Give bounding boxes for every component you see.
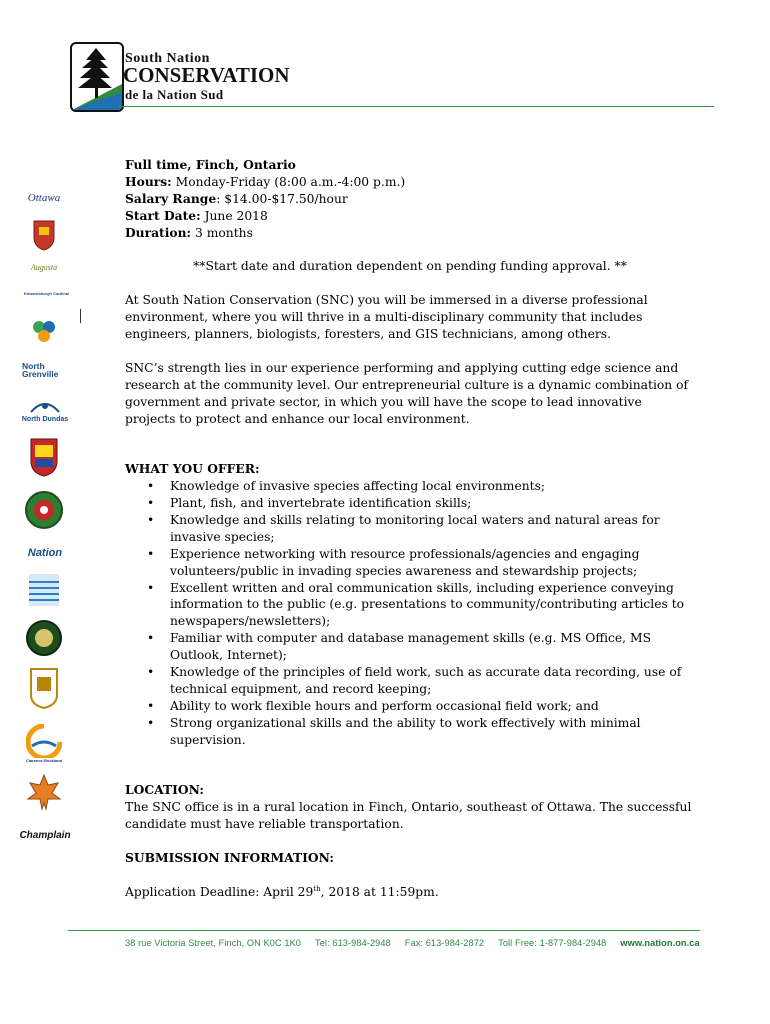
tree-logo-icon — [70, 42, 124, 112]
partner-framed-crest-icon — [22, 666, 66, 710]
partner-seal-icon — [22, 488, 66, 532]
partner-crest-icon — [22, 218, 66, 252]
intro-paragraph: At South Nation Conservation (SNC) you will be immersed in a diverse professional environment, where you will thrive in a multi-disciplinary community that includes engineers, planners, biologists, foresters, and GIS technicians, among others. — [125, 293, 648, 342]
logo-line-2: CONSERVATION — [123, 63, 290, 87]
footer-website-link[interactable]: www.nation.on.ca — [620, 938, 700, 948]
list-item: • Knowledge of the principles of field work, such as accurate data recording, use of technical equipment, and record keeping; — [125, 664, 695, 698]
list-item: • Experience networking with resource professionals/agencies and engaging volunteers/public in invading species awareness and stewardship projects; — [125, 546, 695, 580]
location-text: The SNC office is in a rural location in Finch, Ontario, southeast of Ottawa. The successful candidate must have reliable transportation. — [125, 800, 692, 832]
list-item: • Familiar with computer and database management skills (e.g. MS Office, MS Outlook, Internet); — [125, 630, 695, 664]
partner-logo-augusta: Augusta — [30, 262, 58, 272]
footer-tollfree: Toll Free: 1-877-984-2948 — [498, 938, 607, 948]
offer-heading: WHAT YOU OFFER: — [125, 461, 260, 477]
duration-value: 3 months — [191, 225, 253, 240]
header-divider — [118, 106, 714, 107]
partner-logo-nation: Nation — [27, 547, 63, 559]
deadline-suffix: , 2018 at 11:59pm. — [320, 884, 439, 899]
footer-address: 38 rue Victoria Street, Finch, ON K0C 1K0 — [125, 938, 302, 948]
start-date-label: Start Date: — [125, 207, 201, 223]
list-item: • Knowledge and skills relating to monitoring local waters and natural areas for invasive species; — [125, 512, 695, 546]
deadline-sup: th — [313, 884, 321, 893]
partner-logo-champlain: Champlain — [19, 829, 71, 841]
salary-value: : $14.00-$17.50/hour — [216, 191, 348, 206]
job-posting-body — [125, 157, 695, 901]
hours-label: Hours: — [125, 173, 172, 189]
clarence-rockland-icon — [26, 724, 62, 758]
partner-logo-north-dundas: North Dundas — [20, 392, 70, 426]
duration-line — [125, 225, 695, 242]
list-item: • Strong organizational skills and the ability to work effectively with minimal supervision. — [125, 715, 695, 749]
partner-logo-north-grenville: North Grenville — [22, 361, 59, 379]
partner-leaf-icon — [22, 314, 66, 346]
offer-list — [125, 478, 695, 749]
list-item: • Excellent written and oral communication skills, including experience conveying information to the public (e.g. presentations to community/contributing articles to newspapers/newsletters); — [125, 580, 695, 631]
footer-divider — [68, 930, 700, 931]
partner-shield-icon — [22, 436, 66, 478]
partner-logo-ottawa: Ottawa — [27, 192, 61, 204]
snc-logo — [70, 42, 290, 112]
list-item: • Plant, fish, and invertebrate identification skills; — [125, 495, 695, 512]
logo-line-3: de la Nation Sud — [125, 87, 224, 102]
hours-line — [125, 174, 695, 191]
north-dundas-icon — [27, 396, 63, 416]
logo-line-1: South Nation — [125, 51, 210, 66]
salary-line — [125, 191, 695, 208]
list-item: • Ability to work flexible hours and perform occasional field work; and — [125, 698, 695, 715]
list-item: • Knowledge of invasive species affecting local environments; — [125, 478, 695, 495]
footer-fax: Fax: 613-984-2872 — [404, 938, 485, 948]
partner-maple-leaf-icon — [22, 772, 66, 814]
partner-round-seal-icon — [22, 618, 66, 658]
start-date-value: June 2018 — [200, 208, 268, 223]
location-heading: LOCATION: — [125, 782, 204, 798]
salary-label: Salary Range — [125, 190, 217, 206]
duration-label: Duration: — [125, 224, 192, 240]
deadline-prefix: Application Deadline: April 29 — [125, 884, 314, 899]
partner-logo-clarence-rockland: Clarence-Rockland — [22, 720, 66, 766]
margin-mark — [80, 309, 81, 323]
start-date-line — [125, 208, 695, 225]
hours-value: Monday-Friday (8:00 a.m.-4:00 p.m.) — [171, 174, 406, 189]
submission-heading: SUBMISSION INFORMATION: — [125, 850, 334, 866]
footer-contact — [125, 938, 700, 948]
footer-tel: Tel: 613-984-2948 — [315, 938, 391, 948]
partner-fields-icon — [22, 573, 66, 607]
position-line: Full time, Finch, Ontario — [125, 157, 296, 172]
deadline-line — [125, 884, 695, 901]
funding-note: **Start date and duration dependent on pending funding approval. ** — [193, 259, 627, 274]
strength-paragraph: SNC’s strength lies in our experience performing and applying cutting edge science and research at the community level. Our entrepreneurial culture is a dynamic combination of government and private sector, in which you will have the scope to lead innovative projects to protect and enhance our local environment. — [125, 360, 689, 426]
partner-logo-edwardsburgh: Edwardsburgh Cardinal — [24, 290, 70, 296]
